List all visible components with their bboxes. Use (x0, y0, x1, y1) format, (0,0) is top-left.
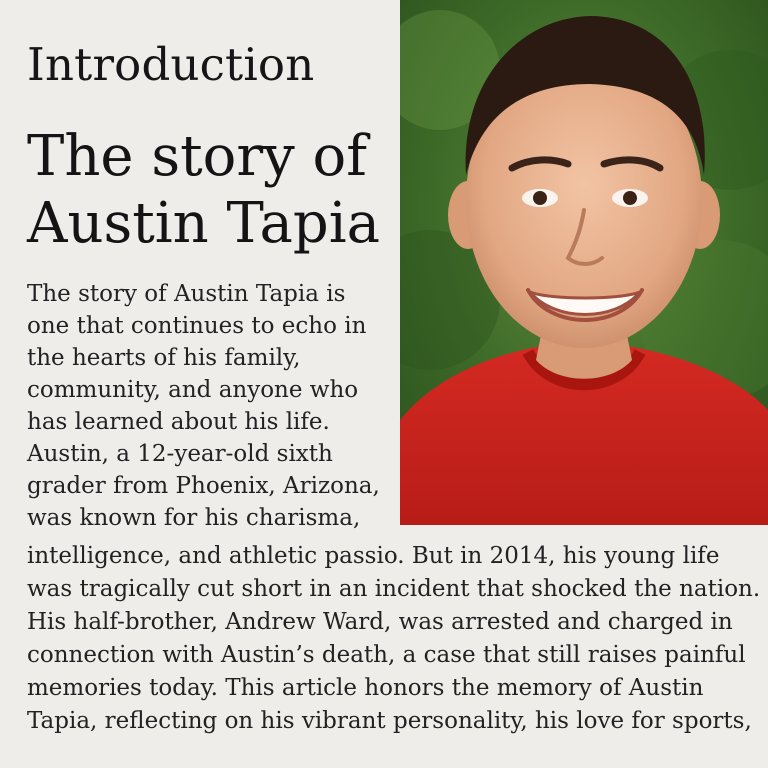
portrait-photo (400, 0, 768, 525)
body-line: the hearts of his family, (27, 345, 301, 371)
body-line: memories today. This article honors the memory of Austin (27, 675, 704, 701)
body-line: was known for his charisma, (27, 505, 361, 531)
portrait-illustration (400, 0, 768, 525)
body-line: The story of Austin Tapia is (27, 281, 346, 307)
body-line: His half-brother, Andrew Ward, was arrested and charged in (27, 609, 733, 635)
body-line: Austin, a 12-year-old sixth (27, 441, 333, 467)
body-line: grader from Phoenix, Arizona, (27, 473, 380, 499)
body-line: was tragically cut short in an incident that shocked the nation. (27, 576, 761, 602)
body-line: Tapia, reflecting on his vibrant personality, his love for sports, (27, 708, 752, 734)
body-line: intelligence, and athletic passio. But in 2014, his young life (27, 543, 720, 569)
body-line: has learned about his life. (27, 409, 330, 435)
section-heading: Introduction (27, 38, 315, 91)
body-line: one that continues to echo in (27, 313, 367, 339)
article-title: The story of Austin Tapia (27, 124, 381, 256)
body-line: connection with Austin’s death, a case that still raises painful (27, 642, 746, 668)
body-line: community, and anyone who (27, 377, 359, 403)
